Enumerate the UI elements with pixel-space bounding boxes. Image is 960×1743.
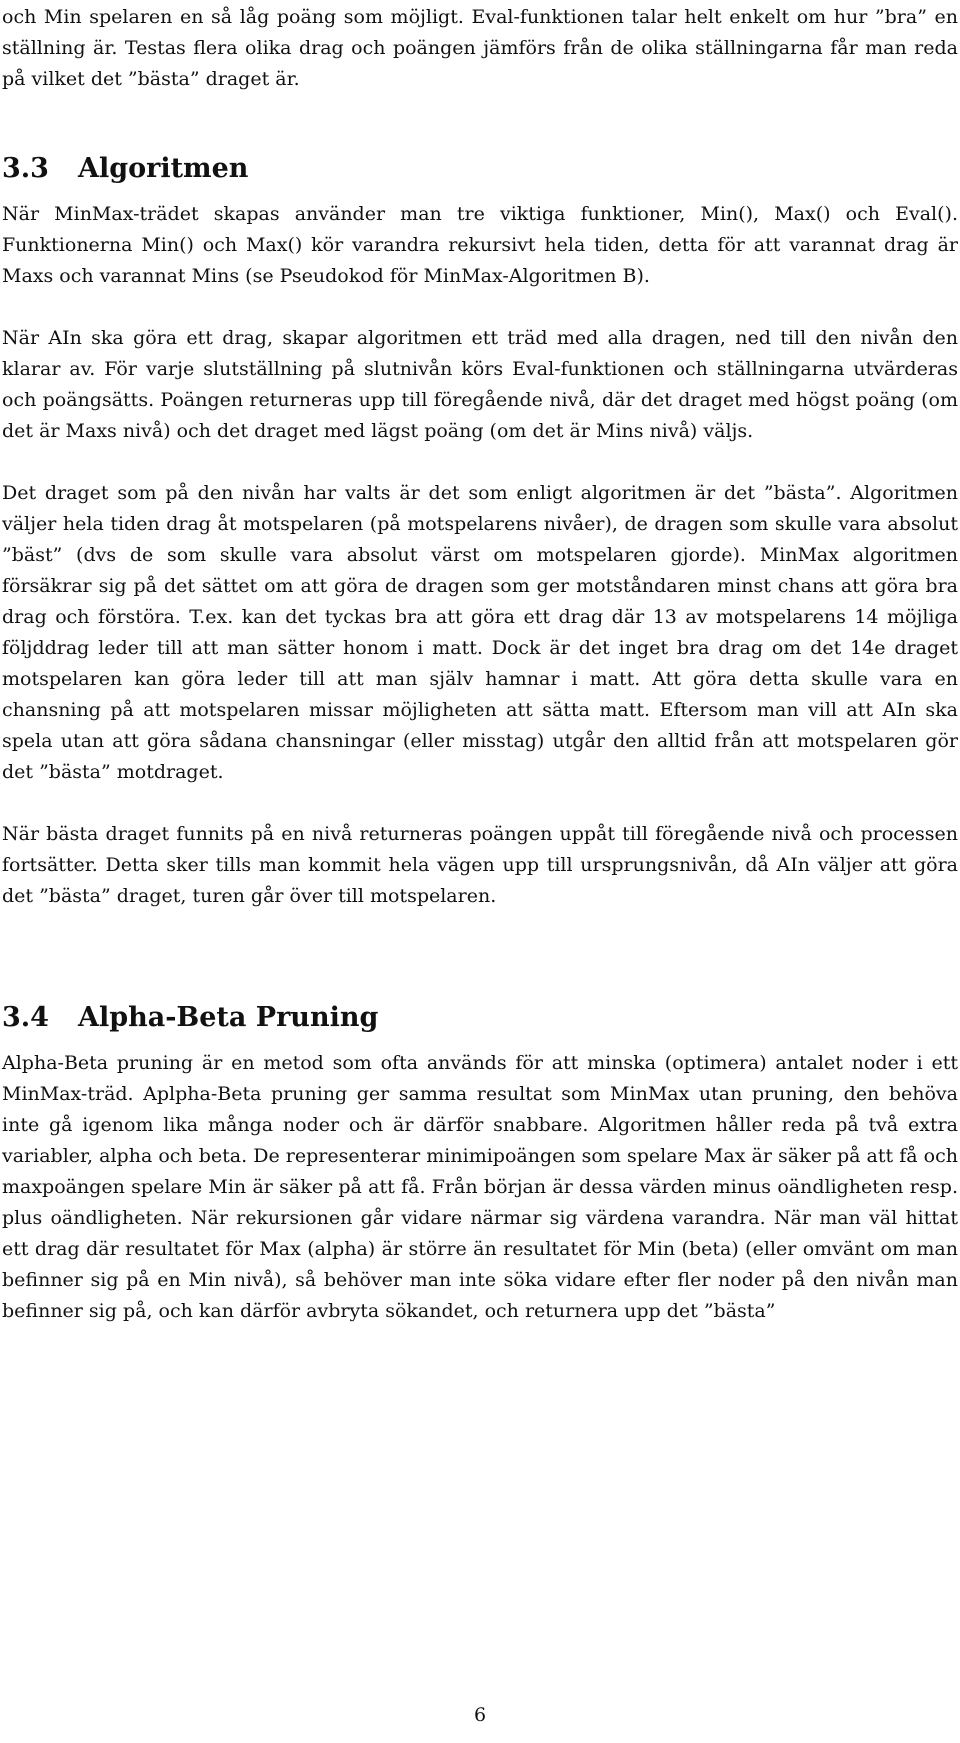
paragraph: När AIn ska göra ett drag, skapar algoritmen ett träd med alla dragen, ned till den nivån den klarar av. För varje slutställning på slutnivån körs Eval-funktionen och ställningarna utvärderas och poängsätts. Poängen returneras upp till föregående nivå, där det draget med högst poäng (om det är Maxs nivå) och det draget med lägst poäng (om det är Mins nivå) väljs. [2, 327, 958, 442]
section-heading-3-3 [2, 149, 958, 189]
paragraph: När MinMax-trädet skapas använder man tre viktiga funktioner, Min(), Max() och Eval(). Funktionerna Min() och Max() kör varandra rekursivt hela tiden, detta för att varannat drag är Maxs och varannat Mins (se Pseudokod för MinMax-Algoritmen B). [2, 203, 958, 287]
section-title: Algoritmen [78, 153, 249, 184]
intro-paragraph: och Min spelaren en så låg poäng som möjligt. Eval-funktionen talar helt enkelt om hur ”bra” en ställning är. Testas flera olika drag och poängen jämförs från de olika ställningarna får man reda på vilket det ”bästa” draget är. [2, 6, 958, 90]
paragraph: Alpha-Beta pruning är en metod som ofta används för att minska (optimera) antalet noder i ett MinMax-träd. Aplpha-Beta pruning ger samma resultat som MinMax utan pruning, den behöva inte gå igenom lika många noder och är därför snabbare. Algoritmen håller reda på två extra variabler, alpha och beta. De representerar minimipoängen som spelare Max är säker på att få och maxpoängen spelare Min är säker på att få. Från början är dessa värden minus oändligheten resp. plus oändligheten. När rekursionen går vidare närmar sig värdena varandra. När man väl hittat ett drag där resultatet för Max (alpha) är större än resultatet för Min (beta) (eller omvänt om man befinner sig på en Min nivå), så behöver man inte söka vidare efter fler noder på den nivån man befinner sig på, och kan därför avbryta sökandet, och returnera upp det ”bästa” [2, 1052, 958, 1322]
section-number: 3.3 [2, 153, 49, 184]
section-number: 3.4 [2, 1002, 49, 1033]
section-title: Alpha-Beta Pruning [78, 1002, 379, 1033]
paragraph: När bästa draget funnits på en nivå returneras poängen uppåt till föregående nivå och processen fortsätter. Detta sker tills man kommit hela vägen upp till ursprungsnivån, då AIn väljer att göra det ”bästa” draget, turen går över till motspelaren. [2, 823, 958, 907]
section-heading-3-4 [2, 998, 958, 1038]
paragraph: Det draget som på den nivån har valts är det som enligt algoritmen är det ”bästa”. Algoritmen väljer hela tiden drag åt motspelaren (på motspelarens nivåer), de dragen som skulle vara absolut ”bäst” (dvs de som skulle vara absolut värst om motspelaren gjorde). MinMax algoritmen försäkrar sig på det sättet om att göra de dragen som ger motståndaren minst chans att göra bra drag och förstöra. T.ex. kan det tyckas bra att göra ett drag där 13 av motspelarens 14 möjliga följddrag leder till att man sätter honom i matt. Dock är det inget bra drag om det 14e draget motspelaren kan göra leder till att man själv hamnar i matt. Att göra detta skulle vara en chansning på att motspelaren missar möjligheten att sätta matt. Eftersom man vill att AIn ska spela utan att göra sådana chansningar (eller misstag) utgår den alltid från att motspelaren gör det ”bästa” motdraget. [2, 482, 958, 783]
page-number: 6 [473, 1704, 487, 1726]
